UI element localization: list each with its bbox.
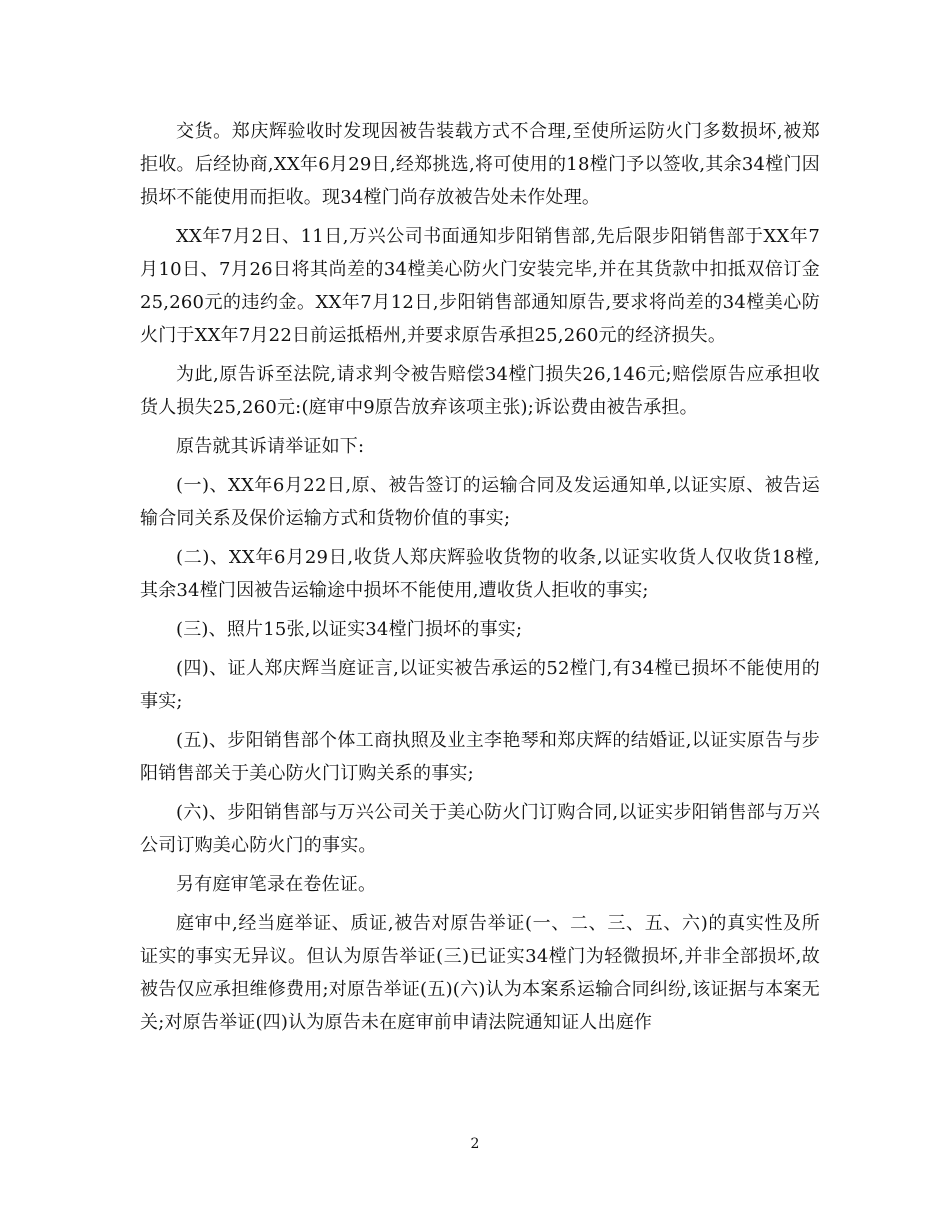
paragraph-claims: 为此,原告诉至法院,请求判令被告赔偿34樘门损失26,146元;赔偿原告应承担收货人损失25,260元:(庭审中9原告放弃该项主张);诉讼费由被告承担。 [140, 364, 820, 418]
paragraph-evidence-2: (二)、XX年6月29日,收货人郑庆辉验收货物的收条,以证实收货人仅收货18樘,其余34樘门因被告运输途中损坏不能使用,遭收货人拒收的事实; [140, 547, 820, 601]
paragraph-trial-examination: 庭审中,经当庭举证、质证,被告对原告举证(一、二、三、五、六)的真实性及所证实的事实无异议。但认为原告举证(三)已证实34樘门为轻微损坏,并非全部损坏,故被告仅应承担维修费用;对原告举证(五)(六)认为本案系运输合同纠纷,该证据与本案无关;对原告举证(四)认为原告未在庭审前申请法院通知证人出庭作 [140, 913, 820, 1033]
paragraph-evidence-6: (六)、步阳销售部与万兴公司关于美心防火门订购合同,以证实步阳销售部与万兴公司订购美心防火门的事实。 [140, 802, 820, 856]
paragraph-court-record: 另有庭审笔录在卷佐证。 [176, 874, 377, 895]
document-body [140, 115, 820, 1045]
paragraph-evidence-intro: 原告就其诉请举证如下: [176, 436, 365, 457]
page-number: 2 [470, 1136, 480, 1152]
paragraph-delivery-rejection: 交货。郑庆辉验收时发现因被告装载方式不合理,至使所运防火门多数损坏,被郑拒收。后经协商,XX年6月29日,经郑挑选,将可使用的18樘门予以签收,其余34樘门因损坏不能使用而拒收。现34樘门尚存放被告处未作处理。 [140, 121, 820, 208]
paragraph-evidence-5: (五)、步阳销售部个体工商执照及业主李艳琴和郑庆辉的结婚证,以证实原告与步阳销售部关于美心防火门订购关系的事实; [140, 730, 820, 784]
paragraph-evidence-1: (一)、XX年6月22日,原、被告签订的运输合同及发运通知单,以证实原、被告运输合同关系及保价运输方式和货物价值的事实; [140, 475, 820, 529]
paragraph-wanxing-notice: XX年7月2日、11日,万兴公司书面通知步阳销售部,先后限步阳销售部于XX年7月10日、7月26日将其尚差的34樘美心防火门安装完毕,并在其货款中扣抵双倍订金25,260元的违约金。XX年7月12日,步阳销售部通知原告,要求将尚差的34樘美心防火门于XX年7月22日前运抵梧州,并要求原告承担25,260元的经济损失。 [140, 226, 820, 346]
paragraph-evidence-3: (三)、照片15张,以证实34樘门损坏的事实; [176, 619, 523, 640]
paragraph-evidence-4: (四)、证人郑庆辉当庭证言,以证实被告承运的52樘门,有34樘已损坏不能使用的事实; [140, 658, 820, 712]
